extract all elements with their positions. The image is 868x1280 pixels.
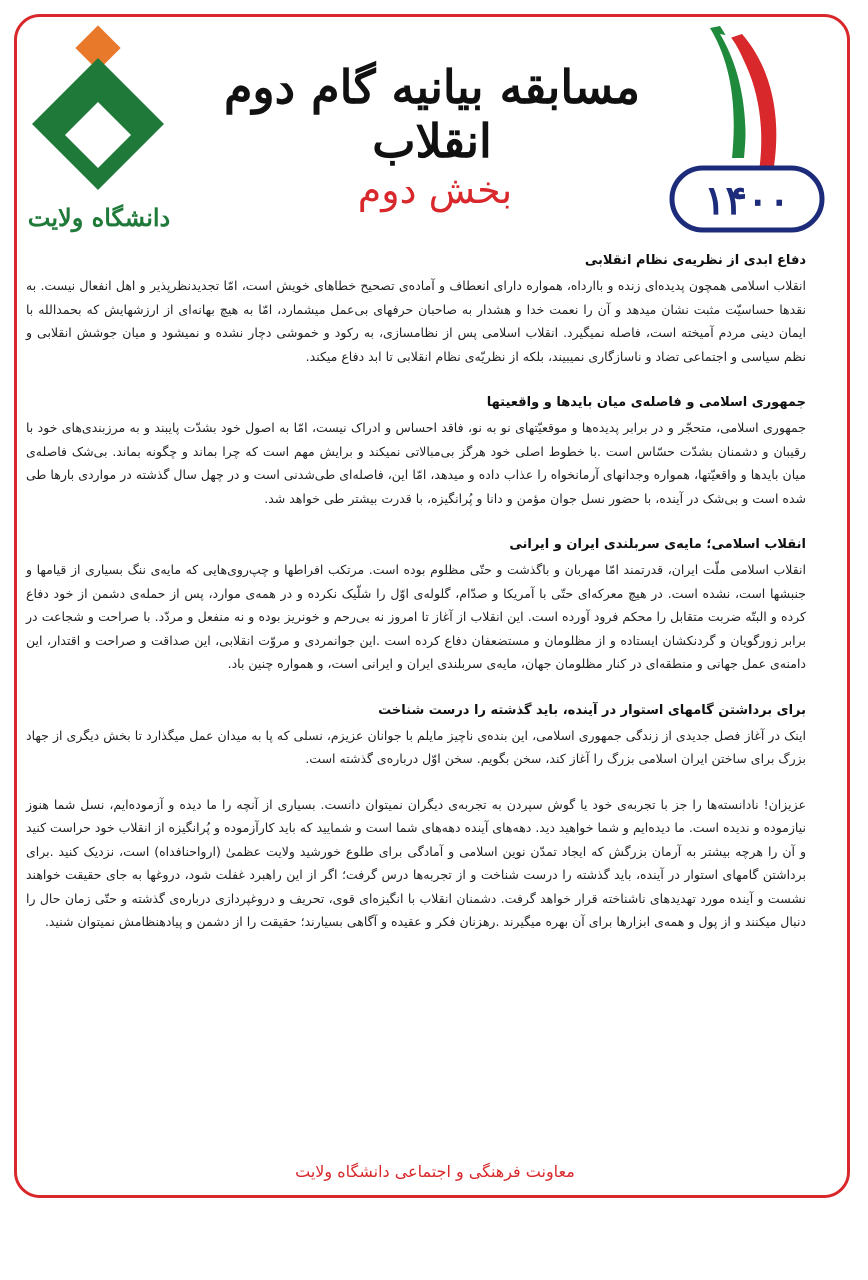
section-text: اینک در آغاز فصل جدیدی از زندگی جمهوری اسلامی، این بنده‌ی ناچیز مایلم با جوانان عزیزم، نسلی که پا به میدان عمل میگذارد تا بخش دیگری از جهاد بزرگ برای ساختن ایران اسلامی بزرگ را آغاز کند، سخن بگویم. سخن اوّل درباره‌ی گذشته است. bbox=[26, 727, 806, 766]
footer-credit: معاونت فرهنگی و اجتماعی دانشگاه ولایت bbox=[295, 1162, 575, 1181]
page-subtitle: بخش دوم bbox=[357, 168, 513, 212]
logo-green-chevron-left bbox=[32, 58, 98, 146]
logo-green-chevron-right bbox=[98, 58, 164, 146]
section-heading: دفاع ابدی از نظریه‌ی نظام انقلابی bbox=[584, 253, 806, 268]
section-heading: جمهوری اسلامی و فاصله‌ی میان بایدها و واقعیتها bbox=[486, 395, 806, 410]
section-text: جمهوری اسلامی، متحجّر و در برابر پدیده‌ها و موقعیّتهای نو به نو، فاقد احساس و ادراک نیست، امّا به اصول خود بشدّت پایبند و به مرزبندی‌های خود با رقیبان و دشمنان بشدّت حسّاس است .با خطوط اصلی خود هرگز بی‌مبالاتی نمیکند و برایش مهم است که چرا بماند و چگونه بماند. بی‌شک فاصله‌ی میان بایدها و واقعیّتها، همواره وجدانهای آرمانخواه را عذاب داده و میدهد، امّا این، فاصله‌ای طی‌شدنی است و در چهل سال گذشته در مواردی بارها طی شده است و بی‌شک در آینده، با حضور نسل جوان مؤمن و دانا و پُرانگیزه، با قدرت بیشتر طی خواهد شد. bbox=[26, 420, 806, 506]
section-islamic-republic-gap bbox=[26, 390, 806, 510]
section-heading: انقلاب اسلامی؛ مایه‌ی سربلندی ایران و ایرانی bbox=[509, 537, 806, 552]
section-know-the-past bbox=[26, 698, 806, 771]
logo-text: دانشگاه ولایت bbox=[27, 203, 171, 232]
section-text: انقلاب اسلامی ملّت ایران، قدرتمند امّا مهربان و باگذشت و حتّی مظلوم بوده است. مرتکب افراطها و چپ‌روی‌هایی که مایه‌ی ننگ بسیاری از قیامها و جنبشها است، نشده است. در هیچ معرکه‌ای حتّی با آمریکا و صدّام، گلوله‌ی اوّل را شلّیک نکرده و در همه‌ی موارد، پس از حمله‌ی دشمن از خود دفاع کرده و البتّه ضربت متقابل را محکم فرود آورده است. این انقلاب از آغاز تا امروز نه بی‌رحم و خونریز بوده و نه منفعل و مردّد. با صراحت و شجاعت در برابر زورگویان و گردنکشان ایستاده و از مظلومان و مستضعفان دفاع کرده است .این جوانمردی و مروّت انقلابی، این صداقت و صراحت و اقتدار، این دامنه‌ی عمل جهانی و منطقه‌ای در کنار مظلومان جهان، مایه‌ی سربلندی ایران و ایرانی است، و همواره چنین باد. bbox=[26, 562, 806, 671]
section-dear-youth bbox=[26, 793, 806, 934]
logo-numerals: ۱۴۰۰ bbox=[704, 177, 790, 224]
section-pride-of-iran bbox=[26, 532, 806, 676]
section-eternal-defense bbox=[26, 248, 806, 368]
section-text: انقلاب اسلامی همچون پدیده‌ای زنده و باارداه، همواره دارای انعطاف و آماده‌ی تصحیح خطاهای خویش است، امّا تجدیدنظرپذیر و اهل انفعال نیست. به نقدها حساسیّت مثبت نشان میدهد و آن را نعمت خدا و هشدار به صاحبان حرفهای بی‌عمل میشمارد، امّا به هیچ بهانه‌ای از ارزشهایش که بحمدالله با ایمان دینی مردم آمیخته است، فاصله نمیگیرد. انقلاب اسلامی پس از نظامسازی، به رکود و خموشی دچار نشده و نمیشود و میان جوشش انقلابی و نظم سیاسی و اجتماعی تضاد و ناسازگاری نمیبیند، بلکه از نظریّه‌ی نظام انقلابی تا ابد دفاع میکند. bbox=[26, 278, 806, 364]
logo-green-cup bbox=[54, 124, 142, 190]
daneshgah-velayat-logo bbox=[14, 18, 184, 238]
statement-body bbox=[26, 248, 806, 956]
section-heading: برای برداشتن گامهای استوار در آینده، باید گذشته را درست شناخت bbox=[378, 702, 806, 718]
page-title: مسابقه بیانیه گام دوم انقلاب bbox=[223, 60, 641, 168]
section-text: عزیزان! نادانسته‌ها را جز با تجربه‌ی خود یا گوش سپردن به تجربه‌ی دیگران نمیتوان دانست. بسیاری از آنچه را ما دیده و آزموده‌ایم، نسل شما هنوز نیازموده و ندیده است. ما دیده‌ایم و شما خواهید دید. دهه‌های آینده دهه‌های شما است و شمایید که باید کارآزموده و پُرانگیزه از انقلاب خود حراست کنید و آن را هرچه بیشتر به آرمان بزرگش که ایجاد تمدّن نوین اسلامی و آمادگی برای طلوع خورشید ولایت عظمیٰ (ارواحنافداه) است، نزدیک کنید .برای برداشتن گامهای استوار در آینده، باید گذشته را درست شناخت و از تجربه‌ها درس گرفت؛ اگر از این راهبرد غفلت شود، دروغها به جای حقیقت خواهند نشست و آینده مورد تهدیدهای ناشناخته قرار خواهد گرفت. دشمنان انقلاب با انگیزه‌ای قوی، تحریف و دروغپردازی درباره‌ی گذشته و حتّی زمان حال را دنبال میکنند و از پول و همه‌ی ابزارها برای آن بهره میگیرند .رهزنان فکر و عقیده و آگاهی بسیارند؛ حقیقت را از دشمن و پیادهنظامش نمیتوان شنید. bbox=[26, 796, 806, 929]
